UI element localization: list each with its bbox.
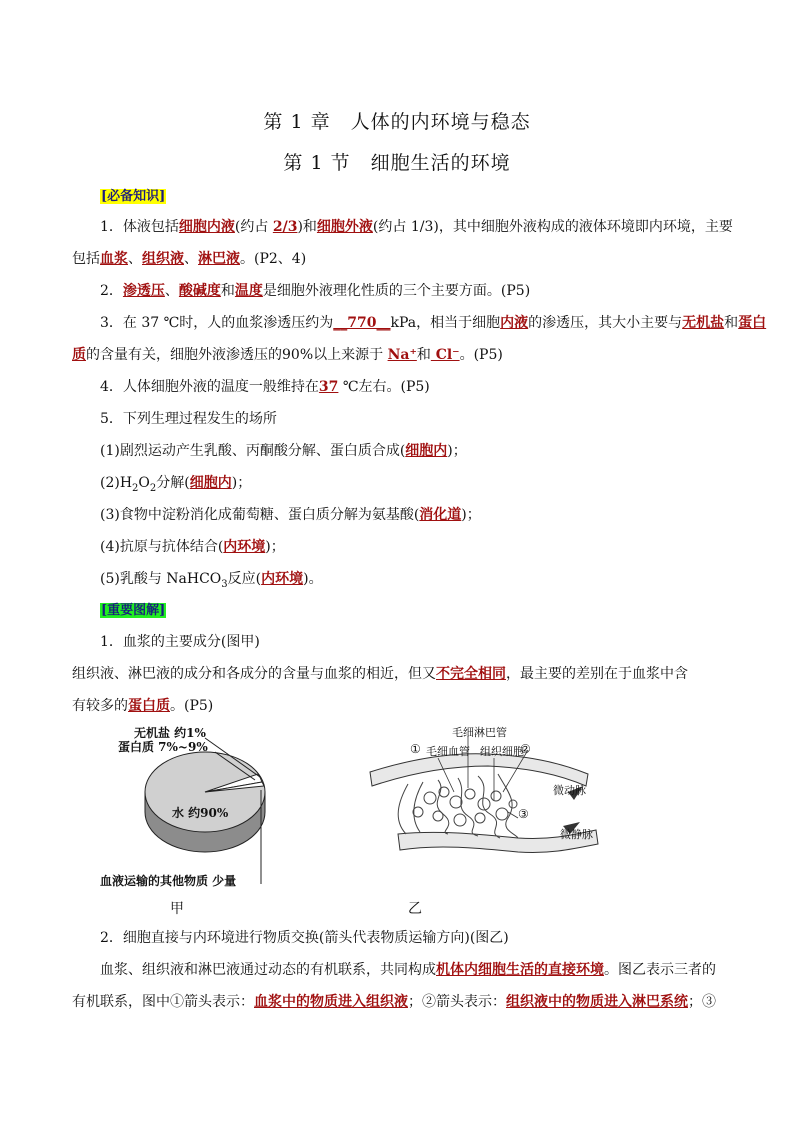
figure-item-1: 1．血浆的主要成分(图甲) — [100, 634, 260, 650]
site-item-5: (5)乳酸与 NaHCO$_3$反应(内环境)。 — [100, 571, 323, 590]
figure-item-2: 2．细胞直接与内环境进行物质交换(箭头代表物质运输方向)(图乙) — [100, 930, 509, 946]
label-lymph-capillary: 毛细淋巴管 — [452, 726, 507, 739]
capillary-network — [398, 774, 518, 838]
label-circled-3: ③ — [518, 807, 529, 821]
figure-tag: [重要图解] — [101, 603, 166, 618]
chapter-title: 第 1 章 人体的内环境与稳态 — [263, 111, 531, 133]
label-circled-2: ② — [520, 742, 531, 756]
section-title: 第 1 节 细胞生活的环境 — [283, 152, 511, 174]
figure-text-1: 组织液、淋巴液的成分和各成分的含量与血浆的相近，但又不完全相同，最主要的差别在于血浆中含 — [72, 666, 688, 682]
label-circled-1: ① — [410, 742, 421, 756]
pie-label-protein: 蛋白质 7%~9% — [118, 740, 208, 754]
label-blood-capillary: 毛细血管 — [426, 745, 470, 758]
figure-text-4: 有机联系，图中①箭头表示：血浆中的物质进入组织液；②箭头表示：组织液中的物质进入淋巴系统；③ — [72, 994, 716, 1010]
site-item-1: (1)剧烈运动产生乳酸、丙酮酸分解、蛋白质合成(细胞内)； — [100, 443, 467, 459]
label-tissue-cell: 组织细胞 — [480, 745, 524, 758]
figure-label-jia: 甲 — [170, 901, 184, 917]
figure-label-yi: 乙 — [408, 901, 422, 917]
paragraph-3-line-2: 质的含量有关，细胞外液渗透压的90%以上来源于 Na⁺和 Cl⁻。(P5) — [72, 347, 503, 363]
site-item-4: (4)抗原与抗体结合(内环境)； — [100, 539, 285, 555]
knowledge-tag: [必备知识] — [101, 189, 166, 204]
pie-label-water: 水 约90% — [172, 806, 229, 820]
site-item-2: $(2)H_2O_2$分解(细胞内)； — [100, 475, 252, 494]
paragraph-1-line-2: 包括血浆、组织液、淋巴液。(P2、4) — [72, 251, 307, 267]
paragraph-5-heading: 5．下列生理过程发生的场所 — [100, 411, 277, 427]
paragraph-4: 4．人体细胞外液的温度一般维持在37 ℃左右。(P5) — [100, 379, 430, 395]
label-venule: 微静脉 — [560, 828, 593, 841]
paragraph-2: 2．渗透压、酸碱度和温度是细胞外液理化性质的三个主要方面。(P5) — [100, 283, 531, 299]
pie-label-salt: 无机盐 约1% — [134, 726, 206, 740]
paragraph-3-line-1: 3．在 37 ℃时，人的血浆渗透压约为__770__kPa，相当于细胞内液的渗透压，其大小主要与无机盐和蛋白 — [100, 315, 767, 331]
label-arteriole: 微动脉 — [553, 784, 586, 797]
pie-label-other: 血液运输的其他物质 少量 — [100, 874, 237, 888]
paragraph-1-line-1: 1．体液包括细胞内液(约占 2/3)和细胞外液(约占 1/3)，其中细胞外液构成的液体环境即内环境，主要 — [100, 219, 733, 235]
figure-text-3: 血浆、组织液和淋巴液通过动态的有机联系，共同构成机体内细胞生活的直接环境。图乙表示三者的 — [100, 962, 716, 978]
figure-text-2: 有较多的蛋白质。(P5) — [72, 698, 214, 714]
site-item-3: (3)食物中淀粉消化成葡萄糖、蛋白质分解为氨基酸(消化道)； — [100, 507, 481, 523]
